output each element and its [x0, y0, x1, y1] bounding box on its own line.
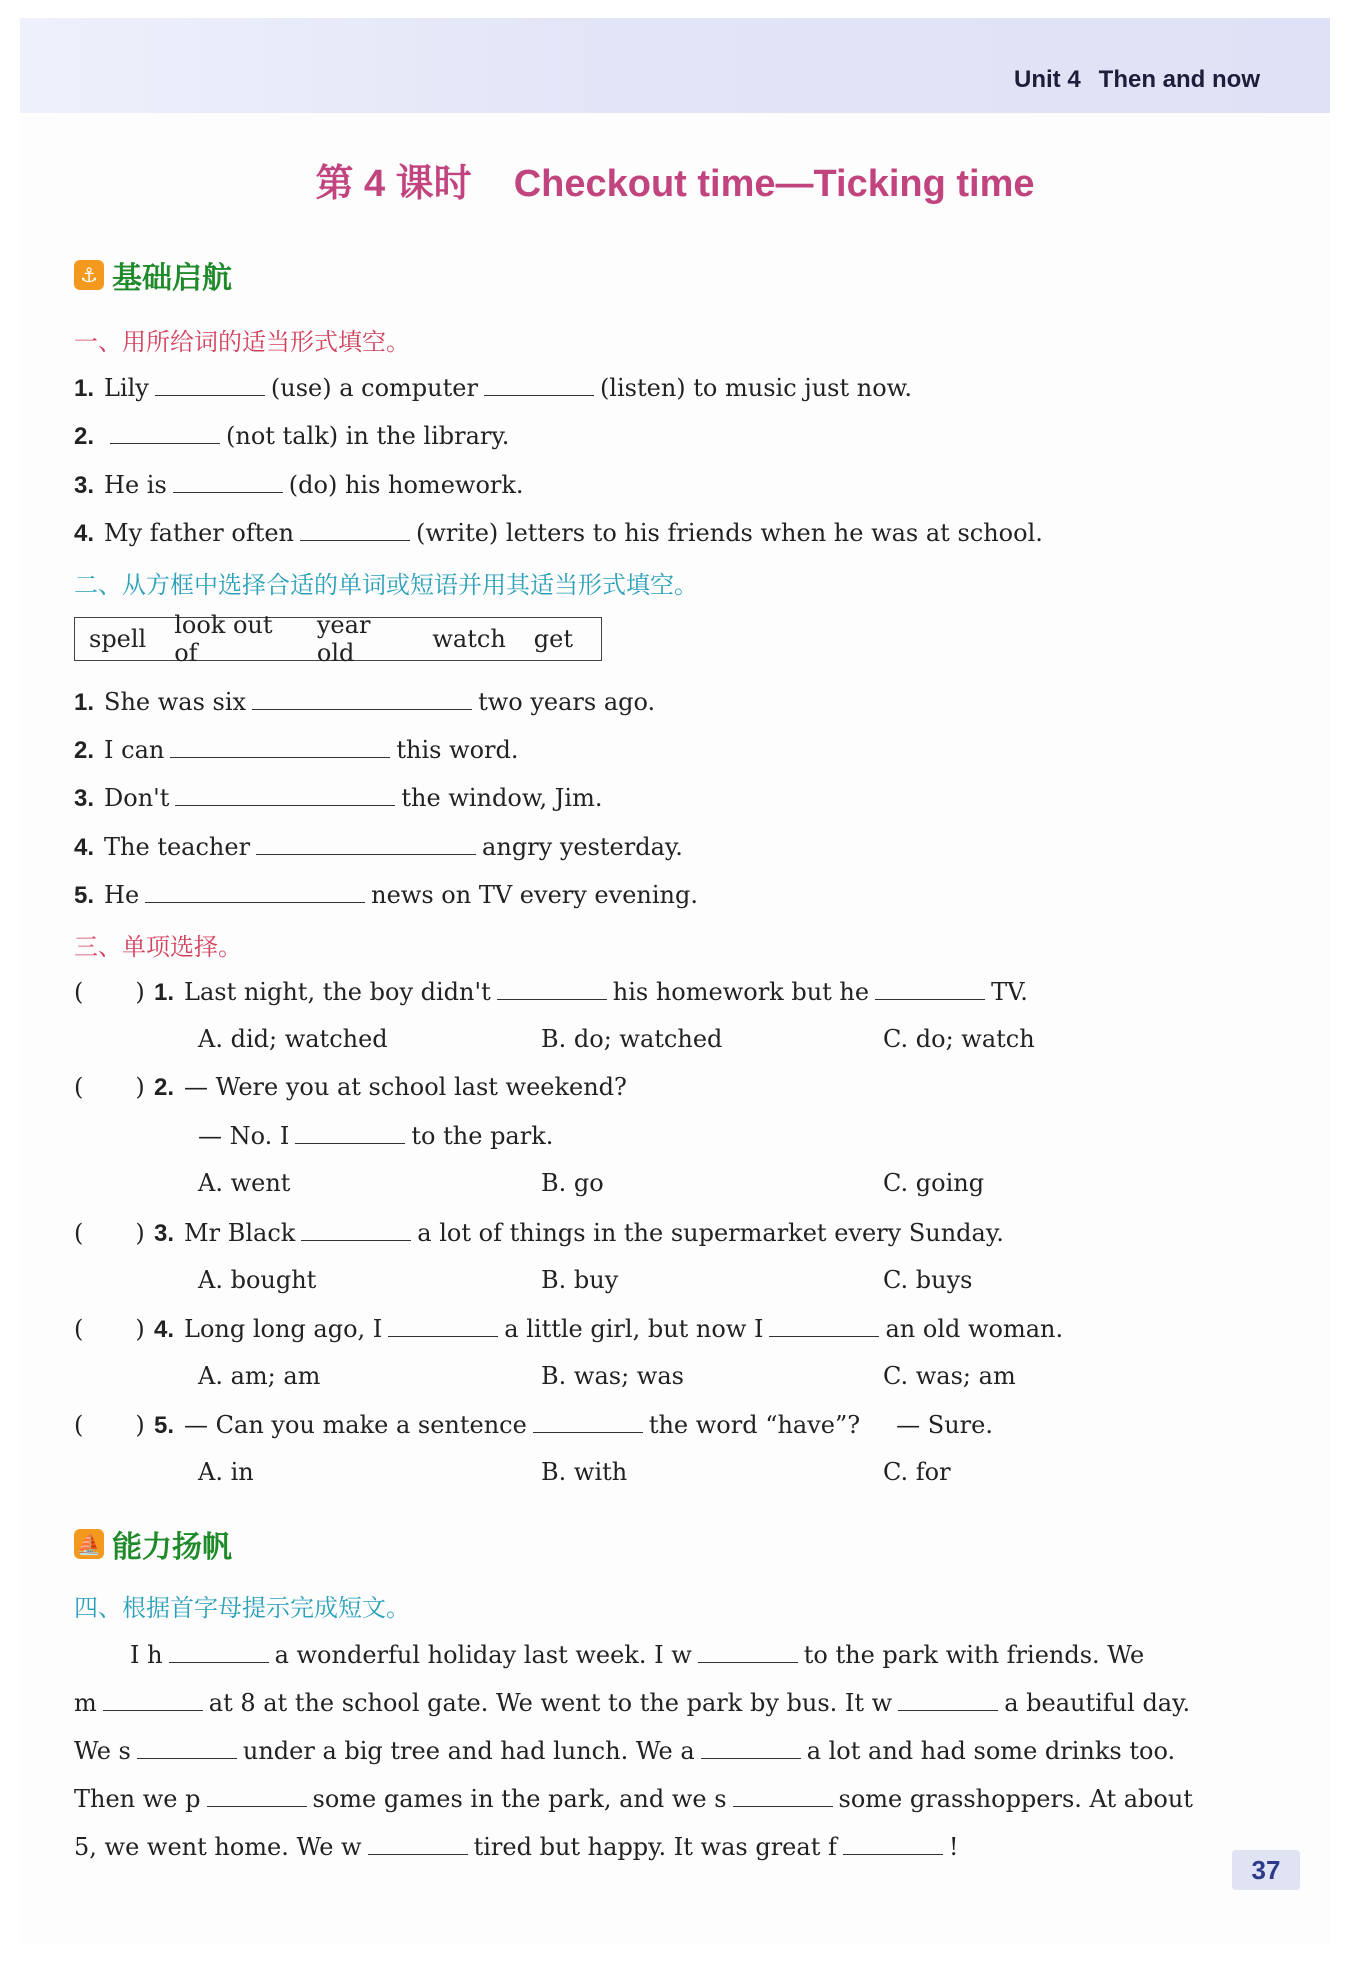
answer-blank[interactable]: [875, 977, 985, 1000]
passage-text: Then we p: [74, 1785, 201, 1813]
answer-blank[interactable]: [145, 880, 365, 903]
answer-blank[interactable]: [497, 977, 607, 1000]
option-a[interactable]: A. went: [198, 1169, 291, 1197]
answer-blank[interactable]: [207, 1784, 307, 1807]
item-number: 3.: [74, 785, 95, 812]
word-option: watch: [432, 625, 506, 653]
item-number: 1.: [74, 689, 95, 716]
option-c[interactable]: C. for: [883, 1458, 951, 1486]
answer-blank[interactable]: [301, 1218, 411, 1241]
passage-text: at 8 at the school gate. We went to the park by bus. It w: [208, 1689, 893, 1717]
option-a[interactable]: A. am; am: [198, 1362, 321, 1390]
passage-text: a wonderful holiday last week. I w: [274, 1641, 692, 1669]
passage-text: tired but happy. It was great f: [473, 1833, 837, 1861]
item-text: He: [104, 881, 140, 909]
item-text: He is: [104, 471, 167, 499]
mc-question-3: [74, 1218, 1004, 1248]
answer-blank[interactable]: [155, 373, 265, 396]
item-number: 3.: [154, 1220, 175, 1247]
part2-item-2: [74, 735, 519, 765]
section-basic-label: 基础启航: [112, 261, 232, 296]
item-text: Long long ago, I: [184, 1315, 383, 1343]
answer-paren[interactable]: ( ): [74, 1073, 145, 1101]
answer-blank[interactable]: [898, 1688, 998, 1711]
answer-blank[interactable]: [484, 373, 594, 396]
answer-blank[interactable]: [110, 421, 220, 444]
passage-text: m: [74, 1689, 97, 1717]
answer-blank[interactable]: [295, 1121, 405, 1144]
answer-blank[interactable]: [368, 1832, 468, 1855]
passage-line-1: [130, 1640, 1144, 1669]
answer-paren[interactable]: ( ): [74, 978, 145, 1006]
unit-label: Unit 4: [1014, 66, 1081, 93]
option-b[interactable]: B. with: [541, 1458, 628, 1486]
item-text: — Were you at school last weekend?: [184, 1073, 627, 1101]
item-text: a little girl, but now I: [504, 1315, 764, 1343]
passage-text: We s: [74, 1737, 131, 1765]
passage-line-3: [74, 1736, 1175, 1765]
item-text: Last night, the boy didn't: [184, 978, 491, 1006]
word-option: spell: [89, 625, 147, 653]
item-text: The teacher: [104, 833, 251, 861]
option-a[interactable]: A. did; watched: [198, 1025, 388, 1053]
mc-question-1: [74, 977, 1028, 1007]
item-number: 2.: [154, 1074, 175, 1101]
item-text: — No. I: [198, 1122, 290, 1150]
item-text: news on TV every evening.: [371, 881, 698, 909]
answer-blank[interactable]: [733, 1784, 833, 1807]
item-text: TV.: [991, 978, 1028, 1006]
mc-question-5: [74, 1410, 993, 1440]
item-number: 2.: [74, 737, 95, 764]
unit-title: Then and now: [1098, 66, 1260, 93]
option-a[interactable]: A. in: [198, 1458, 254, 1486]
item-text: Don't: [104, 784, 170, 812]
section-ability-label: 能力扬帆: [112, 1530, 232, 1565]
part2-item-4: [74, 832, 683, 862]
item-text: two years ago.: [478, 688, 656, 716]
passage-line-2: [74, 1688, 1190, 1717]
passage-text: !: [948, 1833, 959, 1861]
answer-blank[interactable]: [256, 832, 476, 855]
option-c[interactable]: C. was; am: [883, 1362, 1016, 1390]
part1-item-3: [74, 470, 524, 500]
option-b[interactable]: B. do; watched: [541, 1025, 723, 1053]
answer-blank[interactable]: [175, 783, 395, 806]
item-text: a lot of things in the supermarket every Sunday.: [417, 1219, 1004, 1247]
item-number: 3.: [74, 472, 95, 499]
item-text: this word.: [396, 736, 519, 764]
item-text: his homework but he: [612, 978, 870, 1006]
item-text: (listen) to music just now.: [599, 374, 912, 402]
item-text: (use) a computer: [270, 374, 478, 402]
answer-blank[interactable]: [170, 735, 390, 758]
word-option: get: [533, 625, 573, 653]
part1-item-1: [74, 373, 912, 403]
part2-instruction: 二、从方框中选择合适的单词或短语并用其适当形式填空。: [74, 571, 698, 599]
item-text: to the park.: [411, 1122, 554, 1150]
item-number: 5.: [154, 1412, 175, 1439]
item-number: 1.: [74, 375, 95, 402]
option-b[interactable]: B. buy: [541, 1266, 619, 1294]
answer-paren[interactable]: ( ): [74, 1219, 145, 1247]
part1-instruction: 一、用所给词的适当形式填空。: [74, 328, 410, 356]
part3-instruction: 三、单项选择。: [74, 933, 242, 961]
item-number: 4.: [74, 520, 95, 547]
item-text: I can: [104, 736, 165, 764]
item-text: She was six: [104, 688, 247, 716]
passage-text: under a big tree and had lunch. We a: [242, 1737, 695, 1765]
mc-question-2-reply: [198, 1121, 553, 1150]
option-b[interactable]: B. go: [541, 1169, 604, 1197]
answer-blank[interactable]: [388, 1314, 498, 1337]
answer-blank[interactable]: [137, 1736, 237, 1759]
part2-item-5: [74, 880, 698, 910]
option-c[interactable]: C. going: [883, 1169, 985, 1197]
word-option: look out of: [174, 611, 273, 667]
section-basic-heading: [74, 253, 232, 297]
answer-blank[interactable]: [169, 1640, 269, 1663]
page-number: 37: [1232, 1850, 1300, 1890]
item-text: angry yesterday.: [482, 833, 683, 861]
answer-blank[interactable]: [701, 1736, 801, 1759]
item-text: My father often: [104, 519, 295, 547]
item-text: Lily: [104, 374, 149, 402]
item-number: 4.: [74, 834, 95, 861]
passage-line-4: [74, 1784, 1193, 1813]
option-c[interactable]: C. do; watch: [883, 1025, 1035, 1053]
sail-icon: ⛵: [74, 1529, 104, 1559]
item-number: 1.: [154, 979, 175, 1006]
answer-blank[interactable]: [173, 470, 283, 493]
item-text: the window, Jim.: [401, 784, 603, 812]
word-box: [74, 611, 602, 667]
item-text: Mr Black: [184, 1219, 296, 1247]
answer-blank[interactable]: [698, 1640, 798, 1663]
option-b[interactable]: B. was; was: [541, 1362, 684, 1390]
lesson-name: Checkout time—Ticking time: [513, 163, 1035, 205]
passage-text: to the park with friends. We: [803, 1641, 1145, 1669]
part1-item-4: [74, 518, 1043, 548]
option-a[interactable]: A. bought: [198, 1266, 317, 1294]
lesson-label: 第 4 课时: [315, 163, 472, 205]
mc-question-4: [74, 1314, 1063, 1344]
item-number: 5.: [74, 882, 95, 909]
passage-text: a beautiful day.: [1004, 1689, 1191, 1717]
section-ability-heading: [74, 1522, 232, 1566]
item-text: — Can you make a sentence: [184, 1411, 527, 1439]
option-c[interactable]: C. buys: [883, 1266, 973, 1294]
passage-text: some grasshoppers. At about: [838, 1785, 1193, 1813]
anchor-icon: ⚓: [74, 260, 104, 290]
answer-paren[interactable]: ( ): [74, 1411, 145, 1439]
part1-item-2: [74, 421, 509, 451]
item-text: an old woman.: [885, 1315, 1064, 1343]
lesson-title: [0, 152, 1350, 207]
answer-paren[interactable]: ( ): [74, 1315, 145, 1343]
unit-header: [1014, 66, 1260, 94]
answer-blank[interactable]: [252, 687, 472, 710]
item-text: the word “have”?: [648, 1411, 861, 1439]
part2-item-1: [74, 687, 655, 717]
passage-text: I h: [130, 1641, 163, 1669]
answer-blank[interactable]: [843, 1832, 943, 1855]
item-text: (not talk) in the library.: [226, 422, 510, 450]
answer-blank[interactable]: [533, 1410, 643, 1433]
part4-instruction: 四、根据首字母提示完成短文。: [74, 1594, 410, 1622]
word-option: year old: [316, 611, 371, 667]
passage-text: some games in the park, and we s: [312, 1785, 727, 1813]
part2-item-3: [74, 783, 602, 813]
mc-question-2: [74, 1073, 627, 1102]
item-text: — Sure.: [896, 1411, 993, 1439]
passage-text: a lot and had some drinks too.: [806, 1737, 1176, 1765]
item-number: 2.: [74, 423, 95, 450]
item-text: (do) his homework.: [288, 471, 524, 499]
passage-line-5: [74, 1832, 959, 1861]
answer-blank[interactable]: [769, 1314, 879, 1337]
item-number: 4.: [154, 1316, 175, 1343]
passage-text: 5, we went home. We w: [74, 1833, 362, 1861]
item-text: (write) letters to his friends when he was at school.: [416, 519, 1043, 547]
answer-blank[interactable]: [300, 518, 410, 541]
answer-blank[interactable]: [103, 1688, 203, 1711]
